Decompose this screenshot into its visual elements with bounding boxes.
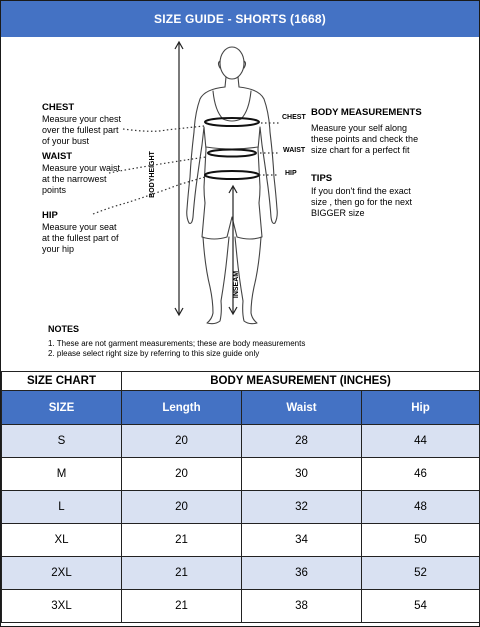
waist-band [208, 150, 256, 157]
chest-band [205, 118, 259, 126]
tips-desc-3: BIGGER size [311, 208, 365, 218]
table-row [2, 425, 480, 458]
hip-cell: 50 [362, 524, 480, 557]
notes-section [48, 324, 305, 360]
chest-tag: CHEST [282, 114, 306, 121]
waist-cell: 30 [242, 458, 362, 491]
col-hip-header: Hip [362, 391, 480, 425]
hip-heading: HIP [42, 210, 58, 221]
body-measurement-header: BODY MEASUREMENT (INCHES) [122, 372, 480, 391]
hip-cell: 54 [362, 590, 480, 623]
hip-cell: 52 [362, 557, 480, 590]
size-cell: L [2, 491, 122, 524]
column-header-row [2, 391, 480, 425]
waist-desc-3: points [42, 185, 67, 195]
waist-cell: 38 [242, 590, 362, 623]
page-title: SIZE GUIDE - SHORTS (1668) [1, 1, 479, 37]
inseam-tag: INSEAM [233, 270, 241, 299]
hip-tag: HIP [285, 170, 297, 177]
body-measurements-desc-1: Measure your self along [311, 123, 408, 133]
table-row [2, 524, 480, 557]
measurement-figure [1, 37, 479, 371]
waist-cell: 36 [242, 557, 362, 590]
waist-heading: WAIST [42, 151, 73, 162]
chest-desc-1: Measure your chest [42, 114, 122, 124]
waist-cell: 32 [242, 491, 362, 524]
head-outline [220, 47, 244, 79]
hip-cell: 46 [362, 458, 480, 491]
body-measurements-heading: BODY MEASUREMENTS [311, 107, 422, 118]
notes-heading: NOTES [48, 324, 80, 334]
bodyheight-tag: BODYHEIGHT [148, 151, 156, 198]
table-row [2, 491, 480, 524]
table-row [2, 458, 480, 491]
hip-desc-3: your hip [42, 244, 75, 254]
size-cell: 3XL [2, 590, 122, 623]
waist-cell: 28 [242, 425, 362, 458]
table-row [2, 557, 480, 590]
col-length-header: Length [122, 391, 242, 425]
waist-cell: 34 [242, 524, 362, 557]
hip-cell: 44 [362, 425, 480, 458]
waist-desc-1: Measure your waist [42, 163, 121, 173]
length-cell: 20 [122, 491, 242, 524]
tips-desc-1: If you don't find the exact [311, 186, 411, 196]
body-measurements-desc-3: size chart for a perfect fit [311, 145, 410, 155]
waist-desc-2: at the narrowest [42, 174, 107, 184]
tips-desc-2: size , then go for the next [311, 197, 413, 207]
chest-heading: CHEST [42, 102, 75, 113]
length-cell: 21 [122, 557, 242, 590]
hip-band [205, 171, 259, 179]
length-cell: 21 [122, 524, 242, 557]
hip-desc-2: at the fullest part of [42, 233, 119, 243]
size-cell: M [2, 458, 122, 491]
waist-tag: WAIST [283, 147, 306, 154]
size-cell: 2XL [2, 557, 122, 590]
length-cell: 20 [122, 458, 242, 491]
tips-heading: TIPS [311, 173, 333, 184]
col-size-header: SIZE [2, 391, 122, 425]
size-chart-table [1, 371, 480, 623]
length-cell: 21 [122, 590, 242, 623]
body-measurements-desc-2: these points and check the [311, 134, 419, 144]
chest-desc-2: over the fullest part [42, 125, 119, 135]
chest-leader [123, 126, 204, 131]
length-cell: 20 [122, 425, 242, 458]
note-item: 1. These are not garment measurements; these are body measurements [48, 338, 306, 348]
chest-desc-3: of your bust [42, 136, 90, 146]
size-cell: XL [2, 524, 122, 557]
note-item: 2. please select right size by referring to this size guide only [48, 349, 260, 358]
size-chart-label: SIZE CHART [2, 372, 122, 391]
hip-desc-1: Measure your seat [42, 222, 117, 232]
hip-cell: 48 [362, 491, 480, 524]
size-cell: S [2, 425, 122, 458]
col-waist-header: Waist [242, 391, 362, 425]
table-row [2, 590, 480, 623]
